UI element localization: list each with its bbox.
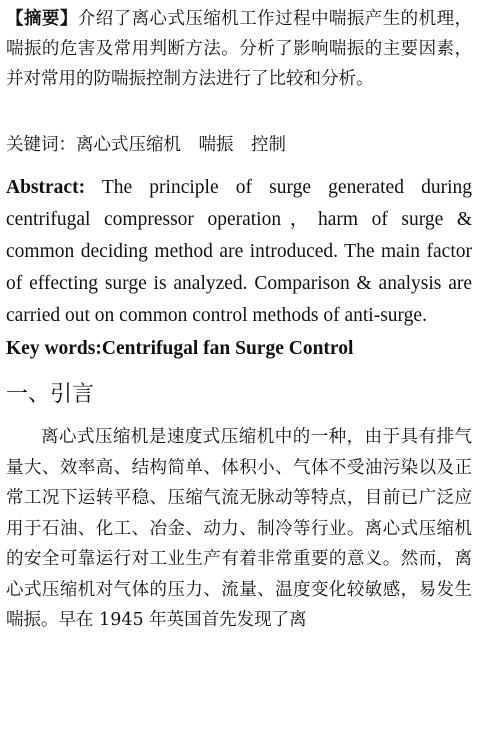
abstract-cn-text: 介绍了离心式压缩机工作过程中喘振产生的机理，喘振的危害及常用判断方法。分析了影响喘振的主要因素，并对常用的防喘振控制方法进行了比较和分析。 bbox=[6, 9, 473, 89]
abstract-en-label: Abstract: bbox=[6, 177, 86, 198]
keywords-en-text: Centrifugal fan Surge Control bbox=[101, 338, 354, 359]
abstract-cn-label: 【摘要】 bbox=[6, 9, 78, 29]
section-heading-introduction: 一、引言 bbox=[6, 382, 95, 407]
article-page bbox=[6, 4, 472, 636]
abstract-cn bbox=[6, 4, 472, 124]
keywords-cn-text: 离心式压缩机 喘振 控制 bbox=[76, 135, 286, 155]
keywords-en-label: Key words: bbox=[6, 338, 102, 359]
keywords-en bbox=[6, 334, 472, 364]
keywords-cn-label: 关键词： bbox=[6, 135, 76, 155]
abstract-en bbox=[6, 172, 472, 332]
abstract-en-text: The principle of surge generated during centrifugal compressor operation，harm of surge & common deciding method are introduced. The main factor of effecting surge is analyzed. Comparison & analysis are carried out on common control methods of anti-surge. bbox=[6, 177, 472, 326]
body-paragraph: 离心式压缩机是速度式压缩机中的一种，由于具有排气量大、效率高、结构简单、体积小、气体不受油污染以及正常工况下运转平稳、压缩气流无脉动等特点，目前已广泛应用于石油、化工、冶金、动力、制冷等行业。离心式压缩机的安全可靠运行对工业生产有着非常重要的意义。然而，离心式压缩机对气体的压力、流量、温度变化较敏感，易发生喘振。早在 1945 年英国首先发现了离 bbox=[6, 427, 472, 630]
keywords-cn bbox=[6, 130, 472, 160]
